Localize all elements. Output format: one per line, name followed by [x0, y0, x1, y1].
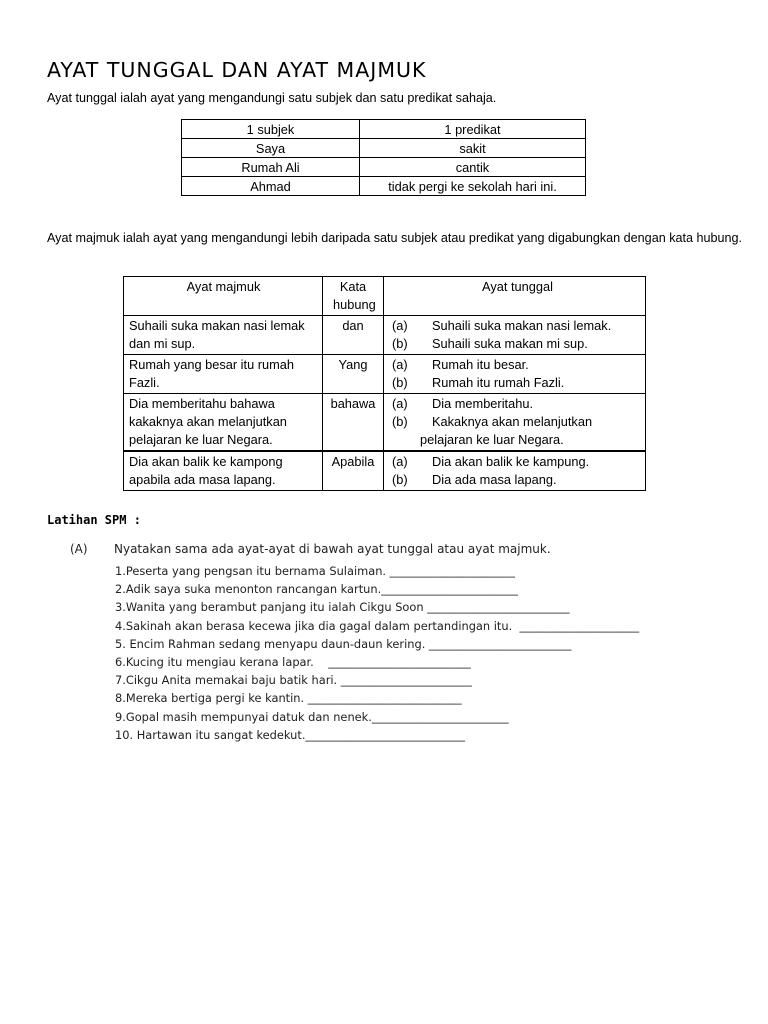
table-row — [182, 158, 586, 177]
header-predikat: 1 predikat — [360, 120, 586, 139]
sub-label: (b) — [392, 375, 408, 390]
compound-sentence-table — [123, 276, 646, 491]
sub-text: Rumah itu besar. — [432, 357, 529, 372]
header-kata-hubung-text: Kata hubung — [333, 279, 376, 312]
question-item: 3.Wanita yang berambut panjang itu ialah Cikgu Soon _________________________ — [115, 600, 570, 615]
header-kata-hubung — [323, 277, 384, 316]
header-ayat-tunggal: Ayat tunggal — [384, 277, 646, 316]
table-row — [124, 394, 646, 452]
question-item: 8.Mereka bertiga pergi ke kantin. ___________________________ — [115, 691, 462, 706]
cell-subjek: Rumah Ali — [182, 158, 360, 177]
sub-item — [392, 471, 643, 489]
sub-item — [392, 413, 643, 431]
cell-hubung: dan — [323, 316, 384, 355]
header-ayat-majmuk: Ayat majmuk — [124, 277, 323, 316]
table-header-row — [124, 277, 646, 316]
question-item: 10. Hartawan itu sangat kedekut.____________________________ — [115, 727, 465, 742]
question-list — [115, 562, 639, 744]
question-item: 5. Encim Rahman sedang menyapu daun-daun kering. _________________________ — [115, 636, 572, 651]
exercise-heading: Latihan SPM : — [47, 513, 141, 527]
question-item: 1.Peserta yang pengsan itu bernama Sulaiman. ______________________ — [115, 564, 515, 578]
cell-hubung: Apabila — [323, 451, 384, 491]
sub-label: (a) — [392, 357, 408, 372]
definition-ayat-tunggal: Ayat tunggal ialah ayat yang mengandungi satu subjek dan satu predikat sahaja. — [47, 91, 497, 105]
sub-text: Suhaili suka makan nasi lemak. — [432, 318, 612, 333]
question-item: 6.Kucing itu mengiau kerana lapar. _________________________ — [115, 655, 471, 670]
sub-text: Rumah itu rumah Fazli. — [432, 375, 565, 390]
sub-label: (b) — [392, 472, 408, 487]
question-item: 4.Sakinah akan berasa kecewa jika dia gagal dalam pertandingan itu. _____________________ — [115, 618, 640, 633]
table-row — [182, 139, 586, 158]
question-item: 9.Gopal masih mempunyai datuk dan nenek.________________________ — [115, 709, 509, 724]
question-item: 7.Cikgu Anita memakai baju batik hari. _______________________ — [115, 673, 472, 688]
table-row — [124, 355, 646, 394]
cell-subjek: Saya — [182, 139, 360, 158]
cell-tunggal — [384, 355, 646, 394]
cell-predikat: sakit — [360, 139, 586, 158]
subject-predicate-table — [181, 119, 586, 196]
cell-majmuk: Suhaili suka makan nasi lemak dan mi sup. — [124, 316, 323, 355]
table-row — [182, 177, 586, 196]
sub-item — [392, 356, 643, 374]
cell-subjek: Ahmad — [182, 177, 360, 196]
sub-item — [392, 395, 643, 413]
exercise-label: (A) — [70, 542, 88, 556]
cell-predikat: cantik — [360, 158, 586, 177]
sub-label: (a) — [392, 318, 408, 333]
cell-tunggal — [384, 451, 646, 491]
sub-item — [392, 317, 643, 335]
sub-text: Dia ada masa lapang. — [432, 472, 557, 487]
question-item: 2.Adik saya suka menonton rancangan kartun.________________________ — [115, 582, 518, 597]
sub-text: Kakaknya akan melanjutkan — [432, 414, 593, 429]
sub-text: Dia akan balik ke kampung. — [432, 454, 590, 469]
cell-majmuk: Rumah yang besar itu rumah Fazli. — [124, 355, 323, 394]
sub-label: (a) — [392, 454, 408, 469]
table-header-row — [182, 120, 586, 139]
cell-predikat: tidak pergi ke sekolah hari ini. — [360, 177, 586, 196]
sub-label: (a) — [392, 396, 408, 411]
page-title: AYAT TUNGGAL DAN AYAT MAJMUK — [47, 58, 427, 82]
exercise-instruction — [70, 542, 551, 556]
sub-label: (b) — [392, 414, 408, 429]
header-subjek: 1 subjek — [182, 120, 360, 139]
sub-item — [392, 453, 643, 471]
table-row — [124, 316, 646, 355]
cell-hubung: Yang — [323, 355, 384, 394]
definition-ayat-majmuk: Ayat majmuk ialah ayat yang mengandungi lebih daripada satu subjek atau predikat yang digabungkan dengan kata hubung. — [47, 231, 743, 245]
cell-tunggal — [384, 316, 646, 355]
cell-hubung: bahawa — [323, 394, 384, 452]
sub-label: (b) — [392, 336, 408, 351]
sub-text: Suhaili suka makan mi sup. — [432, 336, 588, 351]
cell-majmuk: Dia memberitahu bahawa kakaknya akan melanjutkan pelajaran ke luar Negara. — [124, 394, 323, 452]
sub-continuation: pelajaran ke luar Negara. — [420, 432, 564, 447]
table-row — [124, 451, 646, 491]
cell-majmuk: Dia akan balik ke kampong apabila ada masa lapang. — [124, 451, 323, 491]
sub-item — [392, 335, 643, 353]
cell-tunggal — [384, 394, 646, 452]
sub-item — [392, 374, 643, 392]
instruction-text: Nyatakan sama ada ayat-ayat di bawah ayat tunggal atau ayat majmuk. — [114, 542, 551, 556]
sub-text: Dia memberitahu. — [432, 396, 533, 411]
